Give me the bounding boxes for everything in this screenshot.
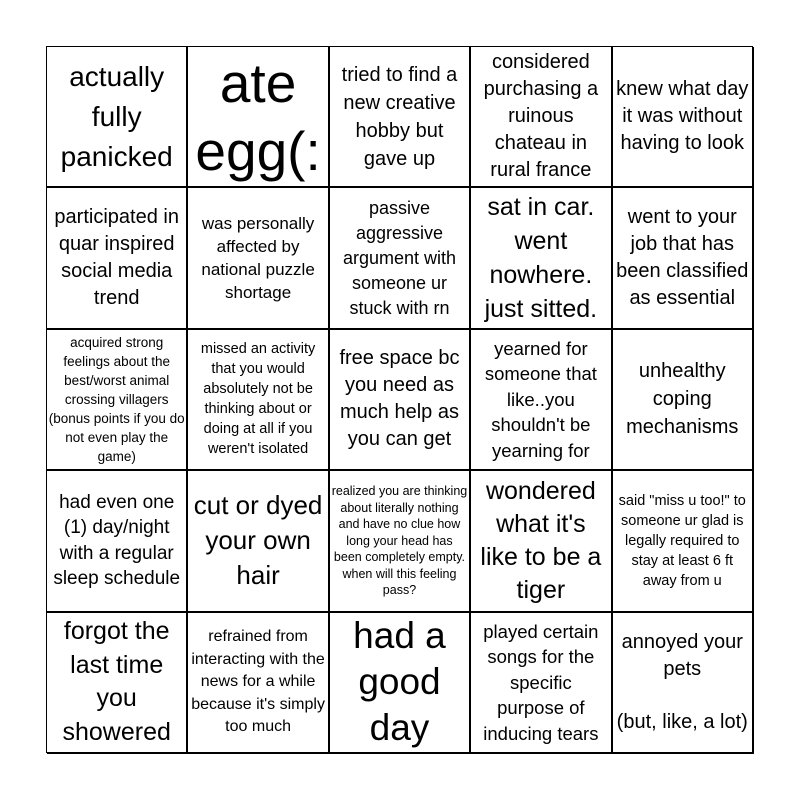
bingo-cell-text: free space bc you need as much help as you can get [339,347,460,451]
bingo-cell[interactable] [188,471,329,612]
bingo-cell[interactable] [613,613,754,754]
bingo-cell[interactable] [471,471,612,612]
bingo-cell-text: missed an activity that you would absolutely not be thinking about or doing at all if you weren't isolated [200,341,316,458]
bingo-board [46,46,753,753]
bingo-cell[interactable] [330,188,471,329]
bingo-cell-text: acquired strong feelings about the best/worst animal crossing villagers (bonus points if you do not even play the game) [48,334,185,464]
bingo-cell[interactable] [330,330,471,471]
bingo-cell[interactable] [613,188,754,329]
bingo-cell[interactable] [471,613,612,754]
bingo-cell[interactable] [471,188,612,329]
bingo-cell[interactable] [47,330,188,471]
bingo-cell-text: ate egg(: [195,51,321,182]
bingo-cell-text: went to your job that has been classified as essential [616,206,749,310]
bingo-cell[interactable] [613,330,754,471]
bingo-cell-text: had a good day [353,615,446,749]
bingo-cell-text: cut or dyed your own hair [193,490,323,591]
bingo-cell[interactable] [330,471,471,612]
bingo-cell[interactable] [47,613,188,754]
bingo-cell-text: refrained from interacting with the news for a while because it's simply too much [191,628,325,735]
bingo-cell-text: participated in quar inspired social media trend [54,206,179,310]
bingo-cell-text: actually fully panicked [60,60,173,172]
bingo-cell-text: realized you are thinking about literally nothing and have no clue how long your head has been completely empty. when will this feeling pass? [331,484,468,598]
bingo-cell[interactable] [188,47,329,188]
bingo-cell-text: considered purchasing a ruinous chateau in rural france [483,51,599,182]
bingo-cell[interactable] [47,47,188,188]
bingo-cell-text: unhealthy coping mechanisms [626,360,739,439]
bingo-cell-text: knew what day it was without having to look [616,78,749,155]
bingo-cell-text: was personally affected by national puzzle shortage [201,214,315,303]
bingo-cell[interactable] [47,188,188,329]
bingo-cell[interactable] [188,613,329,754]
bingo-cell-text: said "miss u too!" to someone ur glad is legally required to stay at least 6 ft away from u [618,492,746,589]
bingo-cell-text: forgot the last time you showered [62,617,171,746]
bingo-cell[interactable] [330,47,471,188]
bingo-cell[interactable] [330,613,471,754]
bingo-cell-text: sat in car. went nowhere. just sitted. [484,193,598,324]
bingo-cell[interactable] [188,330,329,471]
bingo-cell[interactable] [613,47,754,188]
bingo-cell-text: tried to find a new creative hobby but gave up [341,63,458,170]
bingo-cell-text: yearned for someone that like..you shouldn't be yearning for [484,337,597,461]
bingo-cell-text: wondered what it's like to be a tiger [480,476,602,604]
bingo-cell-text: passive aggressive argument with someone ur stuck with rn [342,197,456,318]
bingo-cell[interactable] [471,330,612,471]
bingo-cell-text: played certain songs for the specific purpose of inducing tears [483,620,599,744]
bingo-cell-text: annoyed your pets (but, like, a lot) [616,631,748,733]
bingo-cell[interactable] [188,188,329,329]
bingo-cell[interactable] [471,47,612,188]
bingo-cell[interactable] [613,471,754,612]
bingo-cell[interactable] [47,471,188,612]
bingo-cell-text: had even one (1) day/night with a regular sleep schedule [53,491,181,590]
